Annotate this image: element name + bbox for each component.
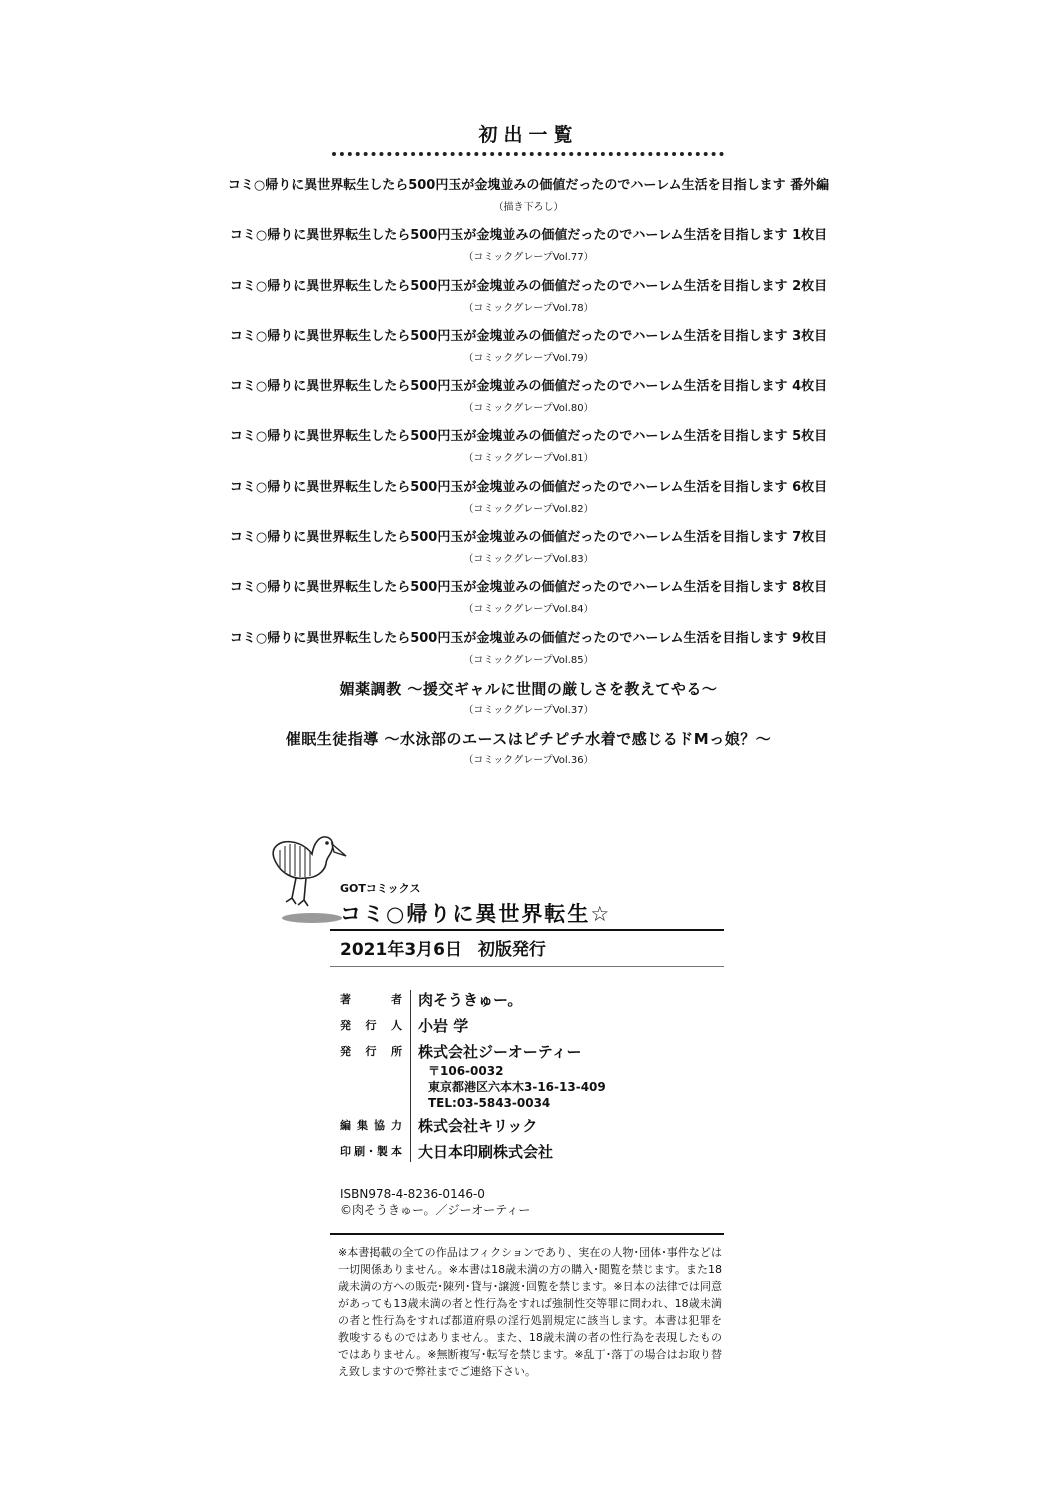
list-item: [0, 677, 1057, 727]
row-value: 大日本印刷株式会社: [418, 1143, 554, 1161]
entry-source: （コミックグレープVol.37）: [463, 704, 594, 716]
row-label: 著者: [340, 993, 402, 1006]
row-label: 印刷･製本: [340, 1145, 402, 1158]
list-item: [0, 627, 1057, 677]
row-value: 肉そうきゅー。: [418, 991, 523, 1009]
list-item: [0, 425, 1057, 475]
publication-date: [340, 935, 546, 960]
telephone: TEL:03-5843-0034: [428, 1096, 551, 1110]
entry-title: コミ○帰りに異世界転生したら500円玉が金塊並みの価値だったのでハーレム生活を目指します 7枚目: [229, 530, 828, 546]
row-value: 株式会社キリック: [418, 1117, 538, 1135]
entry-source: （コミックグレープVol.80）: [463, 403, 594, 415]
entry-title: コミ○帰りに異世界転生したら500円玉が金塊並みの価値だったのでハーレム生活を目指します 5枚目: [229, 429, 828, 445]
list-item: [0, 727, 1057, 777]
entry-source: （描き下ろし）: [493, 202, 564, 213]
entry-title: 媚薬調教 〜援交ギャルに世間の厳しさを教えてやる〜: [339, 679, 718, 698]
divider: [330, 929, 724, 931]
row-label: 発行人: [340, 1019, 402, 1032]
list-item: [0, 325, 1057, 375]
dotted-divider: [332, 152, 724, 156]
entry-title: 催眠生徒指導 〜水泳部のエースはピチピチ水着で感じるドMっ娘？〜: [285, 730, 772, 749]
entry-source: （コミックグレープVol.79）: [463, 352, 594, 364]
postal-code: 〒106-0032: [428, 1064, 504, 1078]
column-divider: [410, 990, 411, 1162]
edition: 初版発行: [477, 940, 546, 960]
date: 2021年3月6日: [340, 940, 462, 960]
isbn: ISBN978-4-8236-0146-0: [340, 1187, 485, 1201]
entry-title: コミ○帰りに異世界転生したら500円玉が金塊並みの価値だったのでハーレム生活を目指します 2枚目: [229, 278, 828, 294]
entry-title: コミ○帰りに異世界転生したら500円玉が金塊並みの価値だったのでハーレム生活を目指します 3枚目: [229, 328, 828, 344]
entry-source: （コミックグレープVol.81）: [463, 453, 594, 465]
list-item: [0, 275, 1057, 325]
entry-source: （コミックグレープVol.36）: [463, 755, 594, 767]
legal-notice: ※本書掲載の全ての作品はフィクションであり、実在の人物･団体･事件などは一切関係ありません。※本書は18歳未満の方の購入･閲覧を禁じます。また18歳未満の方への販売･陳列･貸与･譲渡･回覧を禁じます。※日本の法律では同意があっても13歳未満の者と性行為をすれば強制性交等罪に問われ、18歳未満の者と性行為をすれば都道府県の淫行処罰規定に該当します。本書は犯罪を教唆するものではありません。また、18歳未満の者の性行為を表現したものではありません。※無断複写･転写を禁じます。※乱丁･落丁の場合はお取り替え致しますので弊社までご連絡下さい。: [338, 1246, 722, 1378]
entry-title: コミ○帰りに異世界転生したら500円玉が金塊並みの価値だったのでハーレム生活を目指します 1枚目: [229, 228, 828, 244]
entry-title: コミ○帰りに異世界転生したら500円玉が金塊並みの価値だったのでハーレム生活を目指します 番外編: [227, 178, 830, 193]
list-item: [0, 375, 1057, 425]
book-title: コミ○帰りに異世界転生☆: [340, 902, 612, 926]
list-item: [0, 576, 1057, 626]
row-value: 株式会社ジーオーティー: [418, 1043, 582, 1061]
address: 東京都港区六本木3-16-13-409: [428, 1080, 606, 1094]
page-title: 初出一覧: [478, 124, 579, 146]
divider: [330, 966, 724, 967]
entry-source: （コミックグレープVol.85）: [463, 654, 594, 666]
first-appearance-list: [0, 174, 1057, 778]
entry-source: （コミックグレープVol.83）: [463, 554, 594, 566]
entry-source: （コミックグレープVol.82）: [463, 503, 594, 515]
imprint-label: GOTコミックス: [340, 882, 421, 895]
list-item: [0, 526, 1057, 576]
list-item: [0, 174, 1057, 224]
copyright: ©肉そうきゅー。／ジーオーティー: [340, 1203, 531, 1217]
list-item: [0, 224, 1057, 274]
row-label: 発行所: [340, 1045, 402, 1058]
entry-title: コミ○帰りに異世界転生したら500円玉が金塊並みの価値だったのでハーレム生活を目指します 6枚目: [229, 479, 828, 495]
row-label: 編集協力: [340, 1119, 402, 1132]
entry-title: コミ○帰りに異世界転生したら500円玉が金塊並みの価値だったのでハーレム生活を目指します 8枚目: [229, 580, 828, 596]
list-item: [0, 476, 1057, 526]
entry-source: （コミックグレープVol.78）: [463, 302, 594, 314]
row-value: 小岩 学: [418, 1017, 469, 1035]
divider: [330, 1233, 724, 1235]
entry-title: コミ○帰りに異世界転生したら500円玉が金塊並みの価値だったのでハーレム生活を目指します 4枚目: [229, 379, 828, 395]
entry-title: コミ○帰りに異世界転生したら500円玉が金塊並みの価値だったのでハーレム生活を目指します 9枚目: [229, 630, 828, 646]
entry-source: （コミックグレープVol.84）: [463, 604, 594, 616]
entry-source: （コミックグレープVol.77）: [463, 252, 594, 264]
